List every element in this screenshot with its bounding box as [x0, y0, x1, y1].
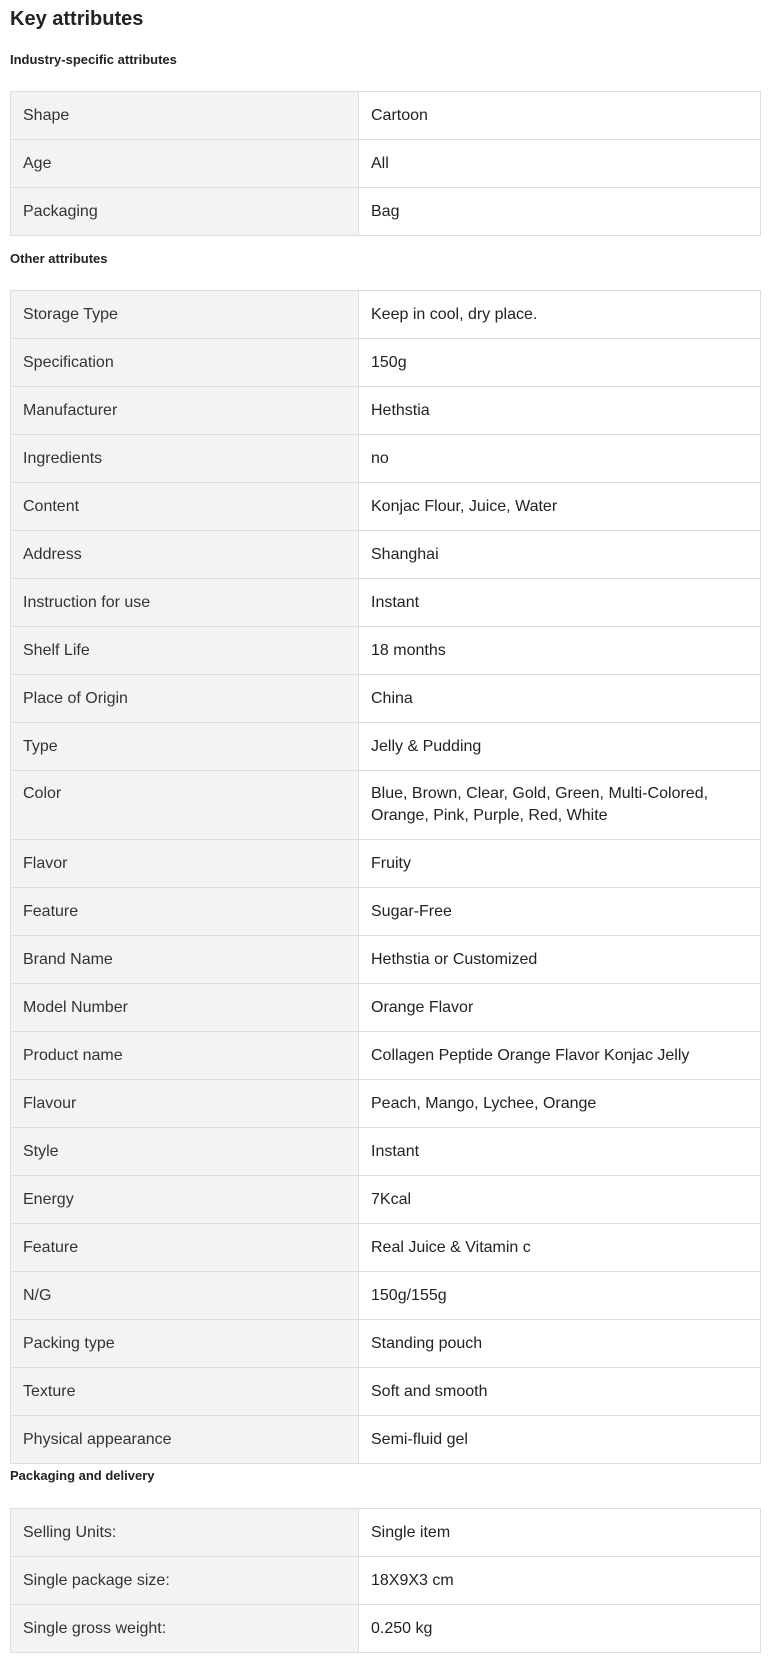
table-row — [11, 531, 761, 579]
table-row — [11, 1416, 761, 1464]
attribute-label: Specification — [11, 339, 359, 387]
attribute-label: Style — [11, 1128, 359, 1176]
attribute-value: Sugar-Free — [359, 888, 761, 936]
attribute-value: Soft and smooth — [359, 1368, 761, 1416]
packaging-delivery-table — [10, 1508, 761, 1653]
table-row — [11, 936, 761, 984]
attribute-value: China — [359, 675, 761, 723]
attribute-label: Model Number — [11, 984, 359, 1032]
attribute-value: Standing pouch — [359, 1320, 761, 1368]
attribute-value: 0.250 kg — [359, 1605, 761, 1653]
table-row — [11, 387, 761, 435]
table-row — [11, 984, 761, 1032]
attribute-value: Hethstia or Customized — [359, 936, 761, 984]
attribute-value: Orange Flavor — [359, 984, 761, 1032]
attribute-label: Single gross weight: — [11, 1605, 359, 1653]
page-title: Key attributes — [10, 8, 144, 30]
attribute-value: Konjac Flour, Juice, Water — [359, 483, 761, 531]
table-row — [11, 1080, 761, 1128]
table-row — [11, 1605, 761, 1653]
attribute-value: Peach, Mango, Lychee, Orange — [359, 1080, 761, 1128]
attribute-label: Place of Origin — [11, 675, 359, 723]
attribute-value: 18X9X3 cm — [359, 1557, 761, 1605]
attribute-label: Feature — [11, 888, 359, 936]
attribute-label: Type — [11, 723, 359, 771]
table-row — [11, 771, 761, 840]
attribute-value: Collagen Peptide Orange Flavor Konjac Jelly — [359, 1032, 761, 1080]
attribute-value: Semi-fluid gel — [359, 1416, 761, 1464]
table-row — [11, 1128, 761, 1176]
attribute-label: Storage Type — [11, 291, 359, 339]
attribute-label: Color — [11, 771, 359, 840]
attribute-label: Feature — [11, 1224, 359, 1272]
attribute-value: 18 months — [359, 627, 761, 675]
table-row — [11, 188, 761, 236]
attribute-label: Packaging — [11, 188, 359, 236]
attribute-value: 150g/155g — [359, 1272, 761, 1320]
attribute-label: Address — [11, 531, 359, 579]
attribute-label: Age — [11, 140, 359, 188]
attribute-label: N/G — [11, 1272, 359, 1320]
section-heading-other-attributes: Other attributes — [10, 251, 108, 266]
attribute-label: Shelf Life — [11, 627, 359, 675]
table-row — [11, 675, 761, 723]
table-row — [11, 627, 761, 675]
table-row — [11, 1320, 761, 1368]
attribute-label: Manufacturer — [11, 387, 359, 435]
attribute-value: Fruity — [359, 840, 761, 888]
attribute-value: 150g — [359, 339, 761, 387]
attribute-value: no — [359, 435, 761, 483]
attribute-value: All — [359, 140, 761, 188]
attribute-value: Instant — [359, 1128, 761, 1176]
attribute-value: Single item — [359, 1509, 761, 1557]
attribute-label: Brand Name — [11, 936, 359, 984]
table-row — [11, 579, 761, 627]
attribute-value: Hethstia — [359, 387, 761, 435]
table-row — [11, 1272, 761, 1320]
table-row — [11, 1557, 761, 1605]
attribute-label: Content — [11, 483, 359, 531]
attribute-label: Instruction for use — [11, 579, 359, 627]
attribute-label: Packing type — [11, 1320, 359, 1368]
section-heading-packaging-delivery: Packaging and delivery — [10, 1468, 155, 1483]
attribute-label: Single package size: — [11, 1557, 359, 1605]
attribute-label: Shape — [11, 92, 359, 140]
table-row — [11, 483, 761, 531]
table-row — [11, 1032, 761, 1080]
table-row — [11, 1368, 761, 1416]
attribute-value: 7Kcal — [359, 1176, 761, 1224]
table-row — [11, 723, 761, 771]
table-row — [11, 888, 761, 936]
attribute-label: Flavour — [11, 1080, 359, 1128]
table-row — [11, 1509, 761, 1557]
attribute-label: Physical appearance — [11, 1416, 359, 1464]
attribute-value: Keep in cool, dry place. — [359, 291, 761, 339]
attribute-label: Flavor — [11, 840, 359, 888]
attribute-label: Product name — [11, 1032, 359, 1080]
attribute-label: Texture — [11, 1368, 359, 1416]
table-row — [11, 840, 761, 888]
attribute-label: Energy — [11, 1176, 359, 1224]
table-row — [11, 92, 761, 140]
attribute-label: Ingredients — [11, 435, 359, 483]
attribute-value: Bag — [359, 188, 761, 236]
table-row — [11, 1176, 761, 1224]
attribute-value: Blue, Brown, Clear, Gold, Green, Multi-Colored, Orange, Pink, Purple, Red, White — [359, 771, 761, 840]
other-attributes-table — [10, 290, 761, 1464]
table-row — [11, 1224, 761, 1272]
table-row — [11, 435, 761, 483]
table-row — [11, 339, 761, 387]
attribute-label: Selling Units: — [11, 1509, 359, 1557]
attribute-value: Cartoon — [359, 92, 761, 140]
table-row — [11, 291, 761, 339]
attribute-value: Instant — [359, 579, 761, 627]
industry-specific-attributes-table — [10, 91, 761, 236]
table-row — [11, 140, 761, 188]
attribute-value: Real Juice & Vitamin c — [359, 1224, 761, 1272]
attribute-value: Shanghai — [359, 531, 761, 579]
section-heading-industry-specific: Industry-specific attributes — [10, 52, 177, 67]
attribute-value: Jelly & Pudding — [359, 723, 761, 771]
